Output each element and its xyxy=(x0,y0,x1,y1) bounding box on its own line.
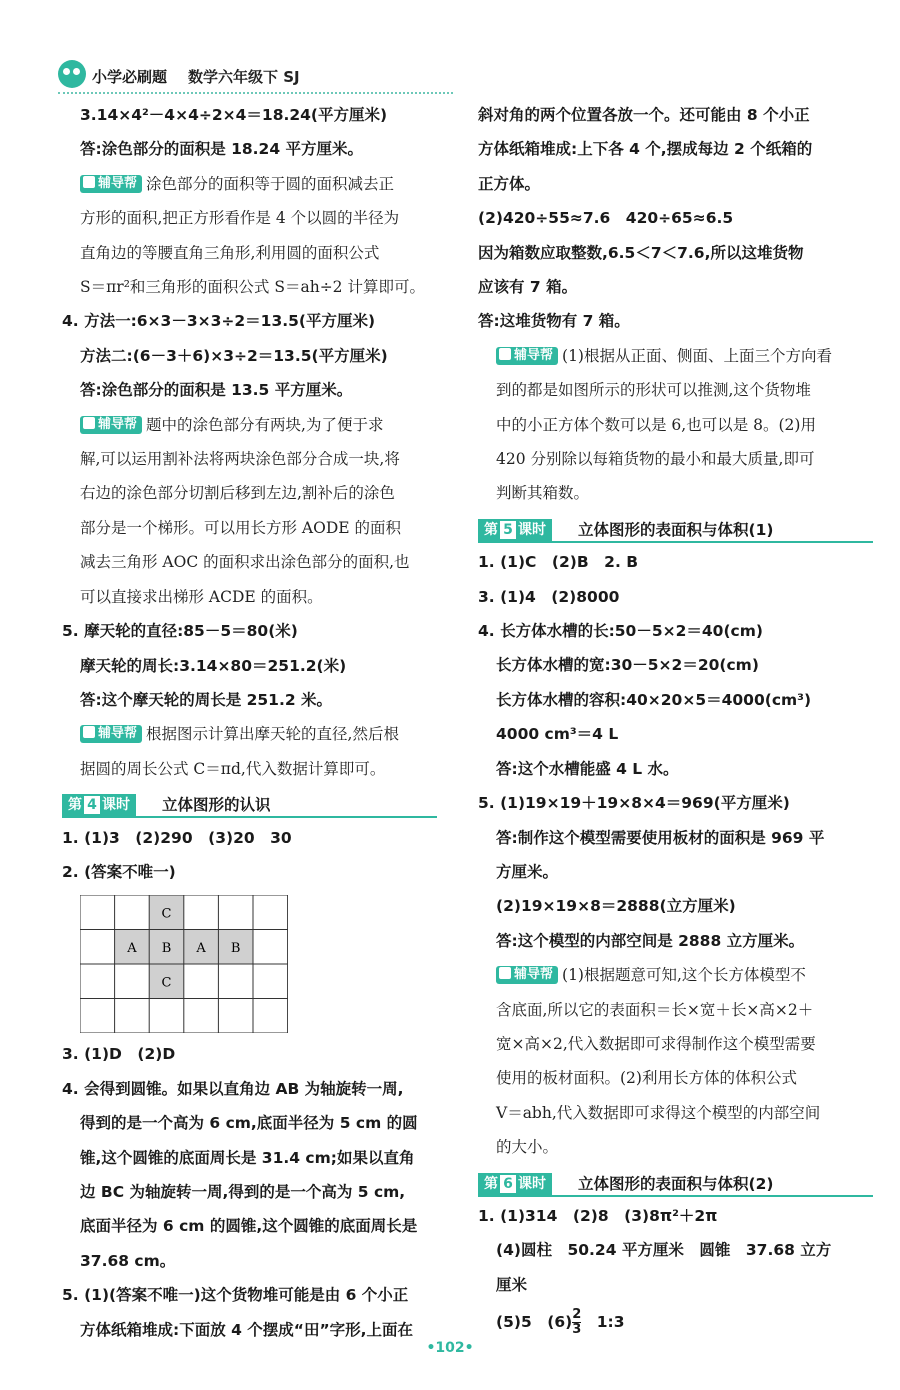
face-label: C xyxy=(161,975,172,991)
mascot-icon xyxy=(58,60,86,88)
answer-line: 斜对角的两个位置各放一个。还可能由 8 个小正 xyxy=(478,106,810,124)
lesson-header xyxy=(62,786,437,820)
helper-text: 使用的板材面积。(2)利用长方体的体积公式 xyxy=(496,1069,797,1088)
answer-line: 底面半径为 6 cm 的圆锥,这个圆锥的底面周长是 xyxy=(80,1217,418,1236)
helper-text: (1)根据从正面、侧面、上面三个方向看 xyxy=(562,346,832,365)
helper-text: 涂色部分的面积等于圆的面积减去正 xyxy=(146,174,395,193)
answer-line: 3. (1)4 (2)8000 xyxy=(478,587,620,606)
answer-line: 因为箱数应取整数,6.5＜7＜7.6,所以这堆货物 xyxy=(478,243,804,262)
helper-text: 方形的面积,把正方形看作是 4 个以圆的半径为 xyxy=(80,209,400,228)
helper-label: 辅导帮 xyxy=(98,726,138,742)
helper-line xyxy=(62,236,437,270)
helper-text: 判断其箱数。 xyxy=(496,484,590,503)
helper-line xyxy=(478,993,873,1027)
helper-text: 420 分别除以每箱货物的最小和最大质量,即可 xyxy=(496,450,815,469)
answer-line: 方法二:(6－3＋6)×3÷2＝13.5(平方厘米) xyxy=(80,346,388,365)
answer-line: 答:这个摩天轮的周长是 251.2 米。 xyxy=(80,690,333,709)
helper-text: 宽×高×2,代入数据即可求得制作这个模型需要 xyxy=(496,1034,816,1053)
helper-text: 直角边的等腰直角三角形,利用圆的面积公式 xyxy=(80,243,380,262)
helper-label: 辅导帮 xyxy=(514,967,554,983)
answer-line: 4. 方法一:6×3－3×3÷2＝13.5(平方厘米) xyxy=(62,312,376,331)
right-column xyxy=(478,98,873,1342)
lesson-title: 立体图形的表面积与体积(2) xyxy=(578,1174,774,1193)
helper-text: 含底面,所以它的表面积＝长×宽＋长×高×2＋ xyxy=(496,1000,814,1019)
answer-line: 3. (1)D (2)D xyxy=(62,1045,176,1064)
answer-line: 1. (1)3 (2)290 (3)20 30 xyxy=(62,828,292,847)
helper-line xyxy=(62,201,437,235)
book-icon xyxy=(499,967,511,979)
helper-text: 据圆的周长公式 C＝πd,代入数据计算即可。 xyxy=(80,759,386,778)
subject-title: 数学六年级下 SJ xyxy=(188,68,300,86)
helper-text: 题中的涂色部分有两块,为了便于求 xyxy=(146,415,384,434)
answer-line: 5. 摩天轮的直径:85－5＝80(米) xyxy=(62,622,298,641)
helper-text: 到的都是如图所示的形状可以推测,这个货物堆 xyxy=(496,381,811,400)
lesson-tag xyxy=(62,794,136,816)
helper-line xyxy=(62,270,437,304)
helper-line xyxy=(62,476,437,510)
helper-text: 解,可以运用割补法将两块涂色部分合成一块,将 xyxy=(80,450,400,469)
answer-line: 应该有 7 箱。 xyxy=(478,278,578,297)
helper-text: V＝abh,代入数据即可求得这个模型的内部空间 xyxy=(496,1103,821,1122)
book-icon xyxy=(83,417,95,429)
answer-line: 锥,这个圆锥的底面周长是 31.4 cm;如果以直角 xyxy=(80,1148,415,1167)
helper-badge xyxy=(80,725,142,743)
answer-line: 答:涂色部分的面积是 18.24 平方厘米。 xyxy=(80,140,364,159)
answer-line: 答:这个水槽能盛 4 L 水。 xyxy=(496,759,679,778)
book-icon xyxy=(83,176,95,188)
helper-text: 部分是一个梯形。可以用长方形 AODE 的面积 xyxy=(80,518,401,537)
book-icon xyxy=(499,348,511,360)
lesson-pre: 第 xyxy=(484,1175,498,1192)
helper-badge xyxy=(80,416,142,434)
helper-text: 减去三角形 AOC 的面积求出涂色部分的面积,也 xyxy=(80,553,410,572)
answer-line: 方体纸箱堆成:上下各 4 个,摆成每边 2 个纸箱的 xyxy=(478,140,813,159)
answer-line: 答:这个模型的内部空间是 2888 立方厘米。 xyxy=(496,931,805,950)
helper-line xyxy=(478,958,873,992)
fraction-numerator: 2 xyxy=(572,1307,582,1323)
lesson-pre: 第 xyxy=(484,521,498,538)
answer-line: 5. (1)(答案不唯一)这个货物堆可能是由 6 个小正 xyxy=(62,1286,409,1305)
helper-text: 中的小正方体个数可以是 6,也可以是 8。(2)用 xyxy=(496,415,816,434)
helper-line xyxy=(478,1096,873,1130)
answer-line: 摩天轮的周长:3.14×80＝251.2(米) xyxy=(80,656,347,675)
answer-line: 得到的是一个高为 6 cm,底面半径为 5 cm 的圆 xyxy=(80,1114,418,1133)
helper-line xyxy=(62,717,437,751)
helper-line xyxy=(62,167,437,201)
answer-line: 长方体水槽的容积:40×20×5＝4000(cm³) xyxy=(496,690,812,709)
helper-text: (1)根据题意可知,这个长方体模型不 xyxy=(562,966,806,985)
helper-text: 的大小。 xyxy=(496,1138,559,1157)
answer-line: 答:制作这个模型需要使用板材的面积是 969 平 xyxy=(496,828,825,847)
answer-line: (2)19×19×8＝2888(立方厘米) xyxy=(496,897,736,916)
left-column xyxy=(62,98,437,1347)
answer-line: 4000 cm³＝4 L xyxy=(496,725,619,744)
answer-line: 长方体水槽的宽:30－5×2＝20(cm) xyxy=(496,656,759,675)
face-label: A xyxy=(127,941,137,957)
answer-line: 正方体。 xyxy=(478,174,541,193)
lesson-header xyxy=(478,1165,873,1199)
helper-line xyxy=(62,408,437,442)
lesson-tag xyxy=(478,1173,552,1195)
net-grid-svg xyxy=(80,895,288,1033)
lesson-rule xyxy=(478,541,873,543)
lesson-rule xyxy=(478,1195,873,1197)
answer-line: 4. 长方体水槽的长:50－5×2＝40(cm) xyxy=(478,622,763,641)
helper-line xyxy=(62,442,437,476)
lesson-post: 课时 xyxy=(518,521,546,538)
answer-line: 37.68 cm。 xyxy=(80,1251,176,1270)
answer-line: 2. (答案不唯一) xyxy=(62,862,176,881)
answer-line: 1. (1)314 (2)8 (3)8π²＋2π xyxy=(478,1206,718,1225)
lesson-post: 课时 xyxy=(518,1175,546,1192)
fraction-denominator: 3 xyxy=(572,1322,582,1338)
helper-line xyxy=(478,408,873,442)
helper-line xyxy=(478,339,873,373)
helper-text: 可以直接求出梯形 ACDE 的面积。 xyxy=(80,587,323,606)
helper-line xyxy=(478,1061,873,1095)
helper-line xyxy=(62,752,437,786)
helper-badge xyxy=(496,347,558,365)
lesson-post: 课时 xyxy=(102,797,130,814)
face-label: A xyxy=(196,941,206,957)
helper-label: 辅导帮 xyxy=(514,347,554,363)
helper-label: 辅导帮 xyxy=(98,175,138,191)
helper-line xyxy=(62,511,437,545)
answer-line: 1. (1)C (2)B 2. B xyxy=(478,553,639,572)
helper-text: 右边的涂色部分切割后移到左边,割补后的涂色 xyxy=(80,484,395,503)
helper-badge xyxy=(496,966,558,984)
answer-line: 答:涂色部分的面积是 13.5 平方厘米。 xyxy=(80,381,353,400)
helper-line xyxy=(478,1027,873,1061)
lesson-header xyxy=(478,511,873,545)
answer-text: 1:3 xyxy=(581,1313,625,1332)
page-header xyxy=(58,60,458,94)
helper-line xyxy=(478,476,873,510)
helper-line xyxy=(478,442,873,476)
header-divider xyxy=(58,92,453,94)
answer-line: (2)420÷55≈7.6 420÷65≈6.5 xyxy=(478,209,734,228)
helper-line xyxy=(478,373,873,407)
helper-line xyxy=(62,545,437,579)
lesson-rule xyxy=(62,816,437,818)
helper-text: S＝πr²和三角形的面积公式 S＝ah÷2 计算即可。 xyxy=(80,278,425,297)
answer-line: 方厘米。 xyxy=(496,862,559,881)
helper-badge xyxy=(80,175,142,193)
answer-line xyxy=(478,1302,873,1342)
face-label: B xyxy=(230,941,241,957)
lesson-number: 4 xyxy=(84,796,100,814)
helper-label: 辅导帮 xyxy=(98,416,138,432)
answer-line: 答:这堆货物有 7 箱。 xyxy=(478,312,630,331)
helper-text: 根据图示计算出摩天轮的直径,然后根 xyxy=(146,725,399,744)
face-label: C xyxy=(161,906,172,922)
answer-line: 3.14×4²－4×4÷2×4＝18.24(平方厘米) xyxy=(80,106,388,124)
face-label: B xyxy=(161,941,172,957)
lesson-title: 立体图形的认识 xyxy=(162,796,271,815)
helper-line xyxy=(62,580,437,614)
lesson-tag xyxy=(478,519,552,541)
net-diagram xyxy=(80,895,288,1033)
brand-title: 小学必刷题 xyxy=(92,68,168,86)
book-icon xyxy=(83,726,95,738)
answer-line: 4. 会得到圆锥。如果以直角边 AB 为轴旋转一周, xyxy=(62,1079,404,1098)
lesson-number: 5 xyxy=(500,521,516,539)
answer-line: 厘米 xyxy=(496,1275,528,1294)
page-number: •102• xyxy=(426,1340,474,1356)
answer-line: 边 BC 为轴旋转一周,得到的是一个高为 5 cm, xyxy=(80,1182,406,1201)
fraction xyxy=(572,1308,581,1337)
answer-line: 5. (1)19×19＋19×8×4＝969(平方厘米) xyxy=(478,794,790,813)
answer-text: (5)5 (6) xyxy=(496,1313,573,1332)
lesson-number: 6 xyxy=(500,1175,516,1193)
answer-line: (4)圆柱 50.24 平方厘米 圆锥 37.68 立方 xyxy=(496,1241,832,1260)
lesson-pre: 第 xyxy=(68,797,82,814)
lesson-title: 立体图形的表面积与体积(1) xyxy=(578,520,774,539)
answer-line: 方体纸箱堆成:下面放 4 个摆成“田”字形,上面在 xyxy=(80,1320,414,1339)
helper-line xyxy=(478,1130,873,1164)
